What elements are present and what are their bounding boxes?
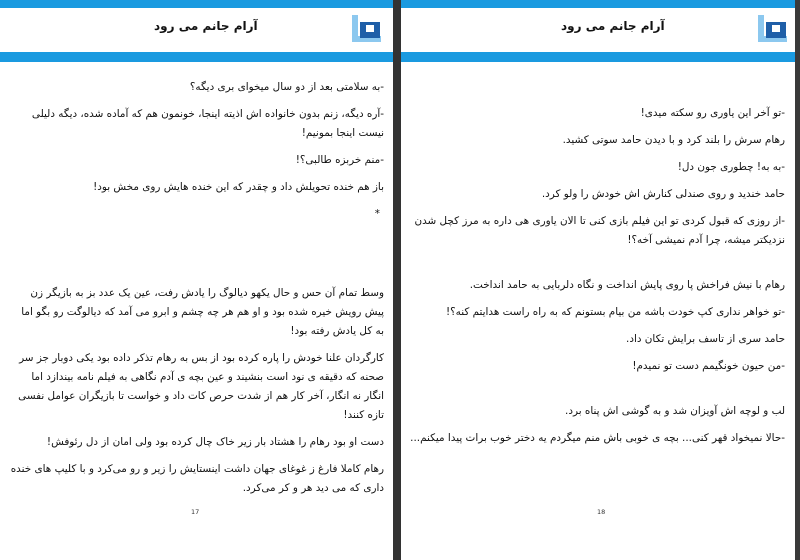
paragraph: کارگردان علنا خودش را پاره کرده بود از بس به رهام تذکر داده بود یکی دوبار جز سر صحنه که دقیقه ی نود است بنشیند و عین بچه ی آدم نگاهی به فیلم نامه بیندازد اما انگار نه انگار، آخر کار هم از شدت حرص کات داد و خواست تا بازیگران عوامل نفسی تازه کنند! xyxy=(18,352,384,421)
header-bottom-stripe xyxy=(0,52,393,62)
book-title: آرام جانم می رود xyxy=(561,19,665,33)
header-bottom-stripe xyxy=(401,52,795,62)
paragraph: رهام کاملا فارغ ز غوغای جهان داشت اینستایش را زیر و رو می‌کرد و با کلیپ های خنده داری که می دید هر و کر می‌کرد. xyxy=(10,463,384,494)
page-number: 18 xyxy=(597,508,606,516)
paragraph: -به سلامتی بعد از دو سال میخوای بری دیگه؟ xyxy=(189,81,384,93)
paragraph: لب و لوچه اش آویزان شد و به گوشی اش پناه برد. xyxy=(565,405,785,417)
publisher-logo-icon xyxy=(757,13,789,45)
publisher-logo-icon xyxy=(351,13,383,45)
page-number: 17 xyxy=(191,508,200,516)
paragraph: -تو خواهر نداری کپ خودت باشه من بیام بستونم که به راه راست هدایتم کنه؟! xyxy=(445,306,785,318)
paragraph: -من حیون خونگیمم دست تو نمیدم! xyxy=(632,360,785,372)
paragraph: دست او بود رهام را هشتاد بار زیر خاک چال کرده بود ولی امان از دل رئوفش! xyxy=(46,436,384,448)
spacer xyxy=(405,384,785,402)
paragraph: رهام سرش را بلند کرد و با دیدن حامد سوتی کشید. xyxy=(562,134,785,146)
viewer-right-edge xyxy=(795,0,800,560)
header-top-stripe xyxy=(401,0,795,8)
page-divider xyxy=(393,0,401,560)
paragraph: باز هم خنده تحویلش داد و چقدر که این خنده هایش روی مخش بود! xyxy=(93,181,384,193)
page-body-text xyxy=(405,104,785,456)
paragraph: وسط تمام آن حس و حال یکهو دیالوگ را یادش رفت، عین یک عدد بز به بازیگر زن پیش رویش خیره شده بود و او هم هر چه چشم و ابرو می آمد که دیالوگت رو بگو اما به کل یادش رفته بود! xyxy=(21,287,384,337)
paragraph: -به به! چطوری جون دل! xyxy=(677,161,785,173)
header-top-stripe xyxy=(0,0,393,8)
paragraph: -از روزی که قبول کردی تو این فیلم بازی کنی تا الان یاوری هی داره به مرز کچل شدن نزدیکتر میشه، چرا آدم نمیشی آخه؟! xyxy=(414,215,785,246)
paragraph: -آره دیگه، زنم بدون خانواده اش اذیته اینجا، خونمون هم که آماده شده، دیگه دلیلی نیست اینجا بمونیم! xyxy=(31,108,384,139)
page-body-text xyxy=(10,78,384,506)
spacer xyxy=(10,232,384,284)
paragraph: -حالا نمیخواد قهر کنی... بچه ی خوبی باش منم میگردم یه دختر خوب برات پیدا میکنم... xyxy=(410,432,785,444)
paragraph: رهام با نیش فراخش پا روی پایش انداخت و نگاه دلربایی به حامد انداخت. xyxy=(469,279,785,291)
spacer xyxy=(405,258,785,276)
book-title: آرام جانم می رود xyxy=(154,19,258,33)
section-break-star: * xyxy=(374,208,380,220)
paragraph: -منم خربزه طالبی؟! xyxy=(295,154,384,166)
page-right xyxy=(401,0,795,560)
paragraph: -تو آخر این یاوری رو سکته میدی! xyxy=(640,107,785,119)
page-left xyxy=(0,0,393,560)
paragraph: حامد خندید و روی صندلی کنارش اش خودش را ولو کرد. xyxy=(541,188,785,200)
paragraph: حامد سری از تاسف برایش تکان داد. xyxy=(626,333,785,345)
